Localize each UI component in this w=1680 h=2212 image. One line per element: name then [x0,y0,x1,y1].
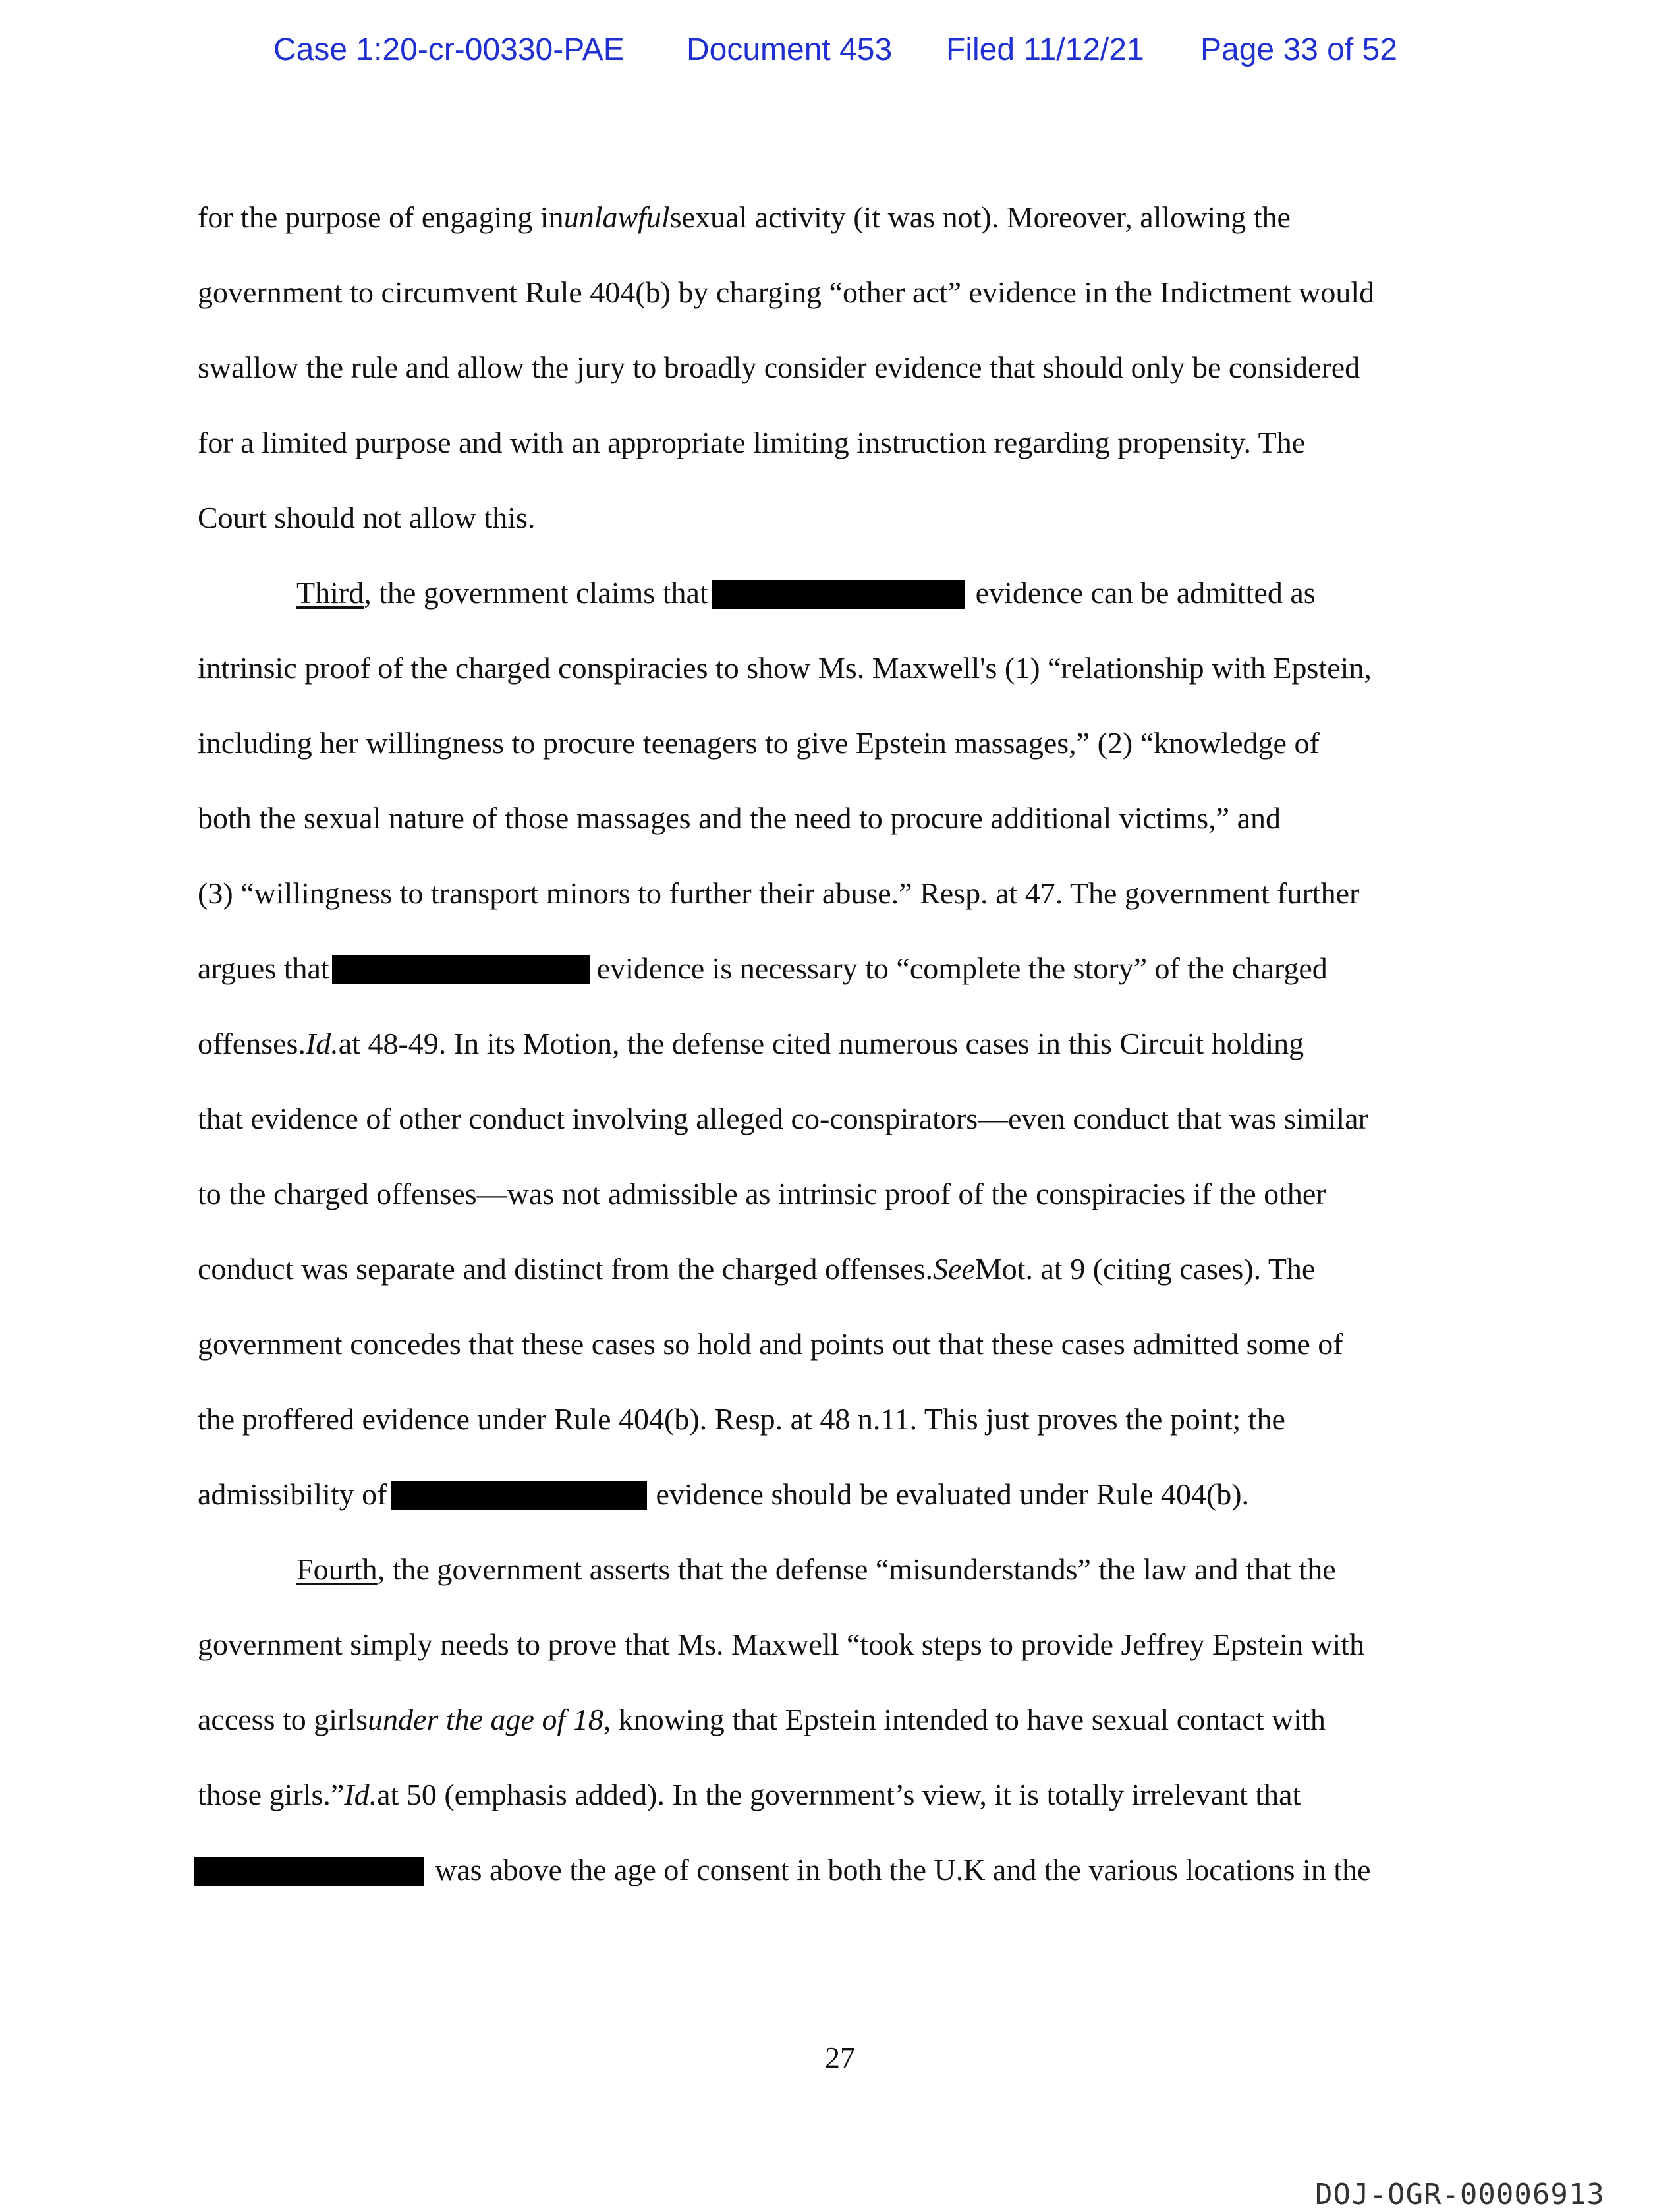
text-run: access to girls [198,1703,368,1736]
text-line: that evidence of other conduct involving alleged co-conspirators—even conduct that was similar [198,1102,1368,1135]
text-line: to the charged offenses—was not admissible as intrinsic proof of the conspiracies if the other [198,1177,1326,1210]
text-line [198,573,1489,613]
text-line: (3) “willingness to transport minors to further their abuse.” Resp. at 47. The government further [198,876,1360,910]
text-run: sexual activity (it was not). Moreover, allowing the [669,200,1291,234]
text-run: , the government asserts that the defense “misunderstands” the law and that the [377,1552,1336,1586]
italic-text: Id. [344,1778,378,1811]
italic-text: under the age of 18 [368,1703,603,1736]
text-run: was above the age of consent in both the U.K and the various locations in the [435,1853,1371,1886]
text-line [198,198,1489,237]
text-line [198,1850,1489,1890]
text-run: argues that [198,951,329,985]
italic-text: See [932,1252,975,1286]
text-run: offenses. [198,1027,306,1060]
text-line: the proffered evidence under Rule 404(b). Resp. at 48 n.11. This just proves the point; the [198,1402,1285,1436]
text-line: both the sexual nature of those massages and the need to procure additional victims,” and [198,801,1281,835]
text-line: swallow the rule and allow the jury to broadly consider evidence that should only be considered [198,351,1360,384]
redaction-box [194,1857,424,1886]
text-line: for a limited purpose and with an appropriate limiting instruction regarding propensity. The [198,426,1306,459]
text-run: evidence can be admitted as [975,576,1316,610]
text-run: , the government claims that [364,576,708,610]
bates-number: DOJ-OGR-00006913 [1315,2178,1605,2211]
redaction-box [712,580,965,609]
ecf-header [0,26,1680,74]
text-line [198,1475,1489,1514]
case-number: Case 1:20-cr-00330-PAE [273,32,625,67]
redaction-box [332,955,590,984]
text-line [198,1550,1489,1589]
text-line [198,1024,1489,1063]
text-line: government simply needs to prove that Ms. Maxwell “took steps to provide Jeffrey Epstein with [198,1628,1365,1661]
text-run: for the purpose of engaging in [198,200,564,234]
text-run: , knowing that Epstein intended to have sexual contact with [603,1703,1326,1736]
italic-text: Id. [305,1027,339,1060]
text-line [198,1775,1489,1815]
text-line [198,1249,1489,1289]
page-number: 27 [825,2041,855,2074]
text-run: at 50 (emphasis added). In the government’s view, it is totally irrelevant that [377,1778,1301,1811]
italic-text: unlawful [563,200,670,234]
text-run: evidence is necessary to “complete the story” of the charged [596,951,1328,985]
text-line [198,949,1489,988]
redaction-box [391,1481,647,1510]
page-of-total: Page 33 of 52 [1200,32,1397,67]
filed-date: Filed 11/12/21 [946,32,1144,67]
underlined-heading: Third [296,576,364,610]
text-line: Court should not allow this. [198,501,536,534]
text-line: intrinsic proof of the charged conspiracies to show Ms. Maxwell's (1) “relationship with Epstein, [198,651,1372,685]
text-run: at 48-49. In its Motion, the defense cited numerous cases in this Circuit holding [338,1027,1304,1060]
document-number: Document 453 [686,32,893,67]
text-line: including her willingness to procure teenagers to give Epstein massages,” (2) “knowledge of [198,726,1320,760]
text-line [198,1700,1489,1740]
text-line: government to circumvent Rule 404(b) by charging “other act” evidence in the Indictment would [198,275,1375,309]
text-run: conduct was separate and distinct from the charged offenses. [198,1252,933,1286]
text-run: admissibility of [198,1477,387,1511]
text-line: government concedes that these cases so hold and points out that these cases admitted some of [198,1327,1343,1361]
text-run: Mot. at 9 (citing cases). The [974,1252,1316,1286]
text-run: evidence should be evaluated under Rule 404(b). [656,1477,1250,1511]
text-run: those girls.” [198,1778,345,1811]
underlined-heading: Fourth [296,1552,378,1586]
